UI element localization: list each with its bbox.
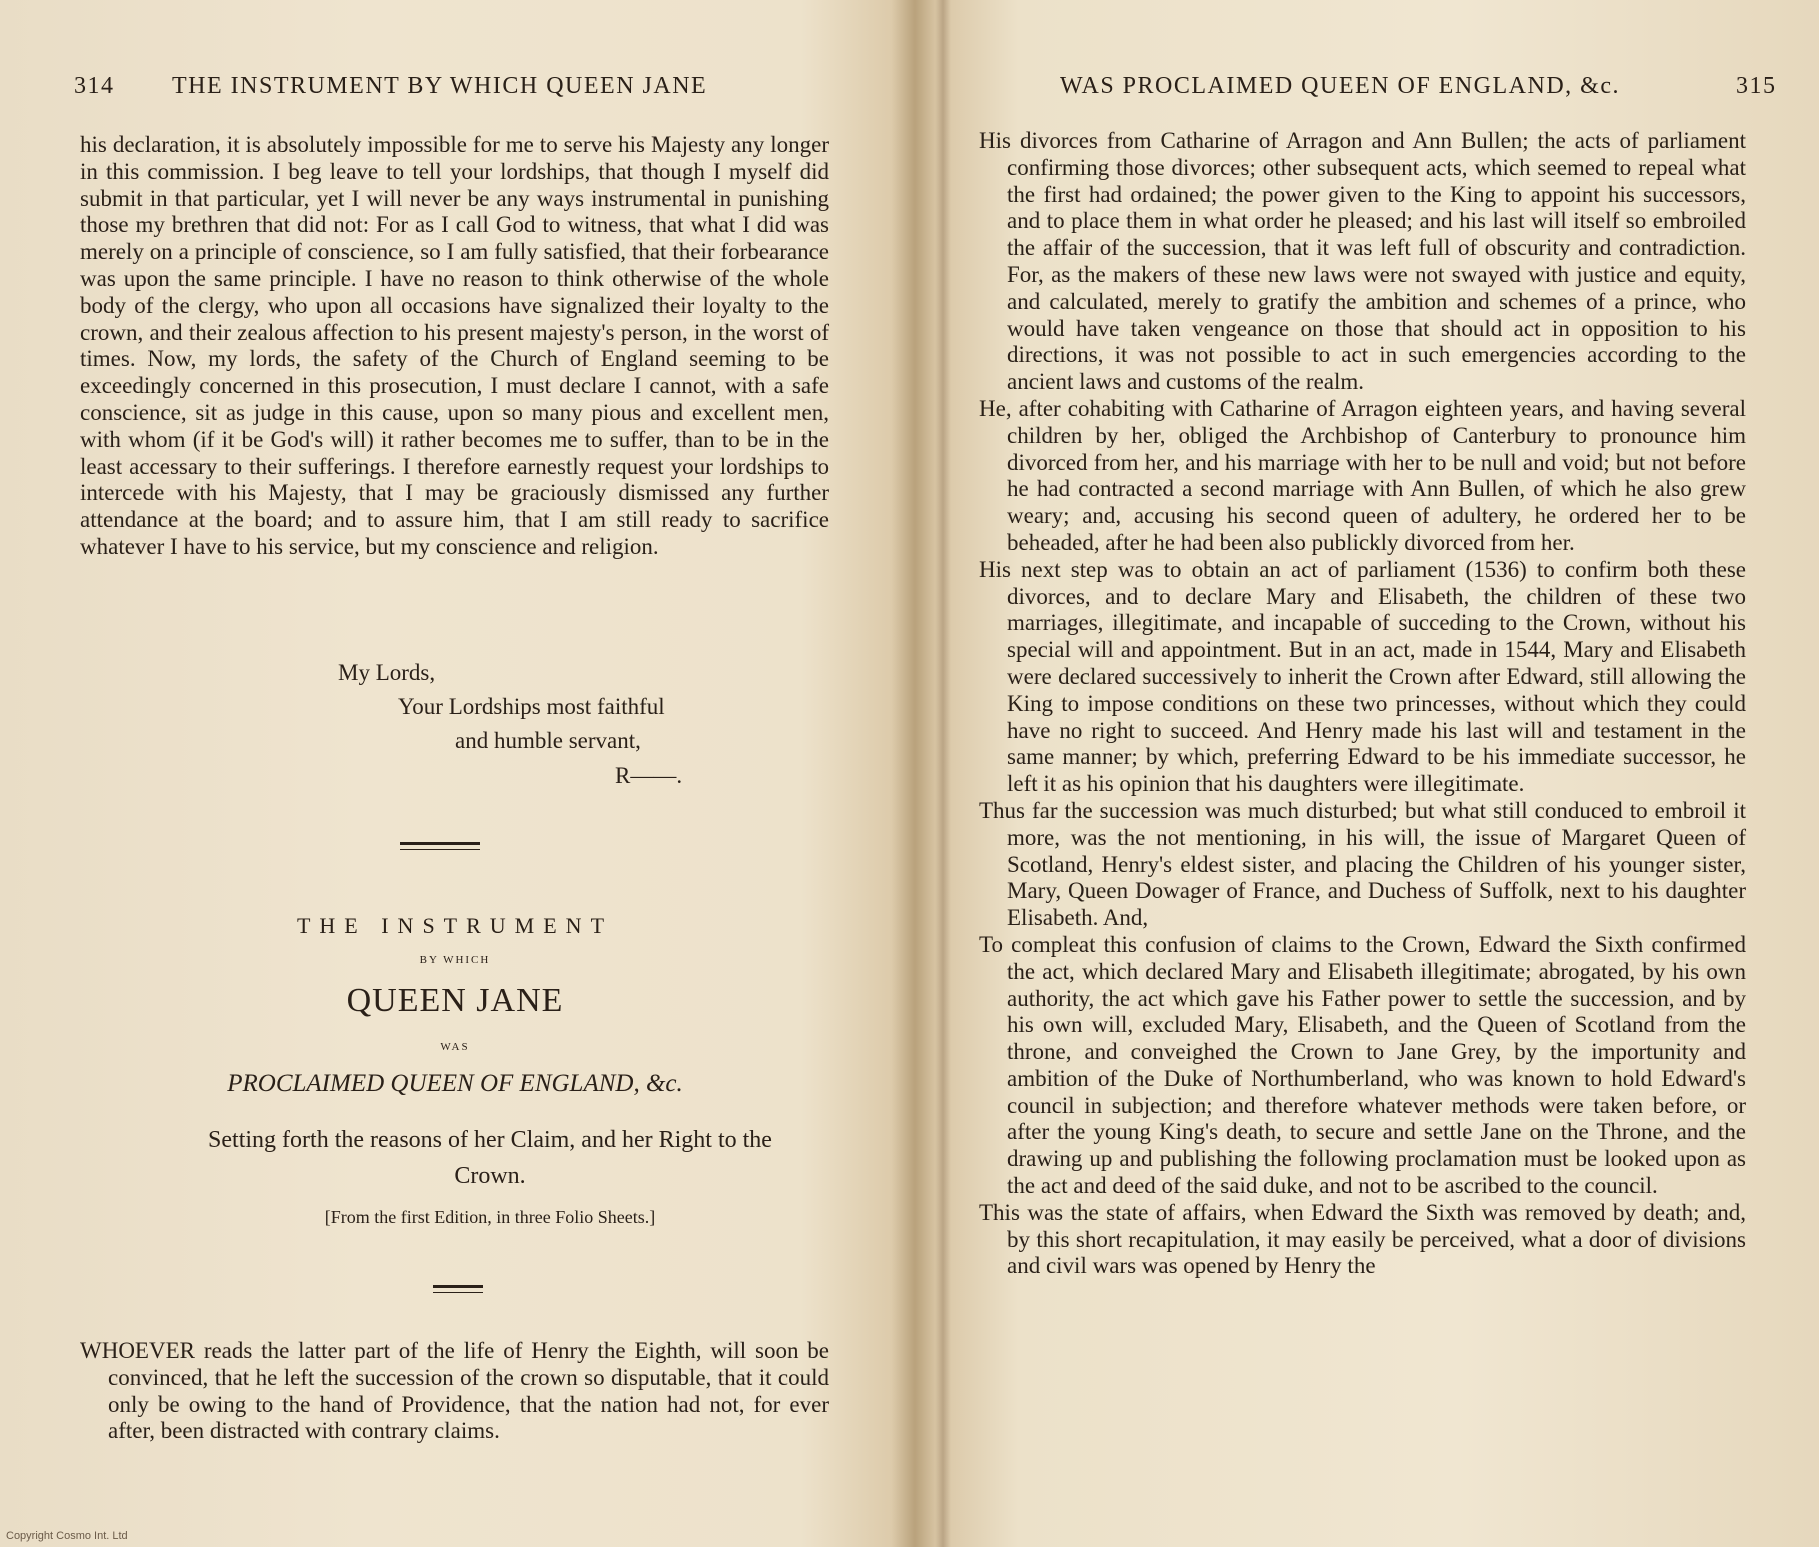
letter-paragraph: his declaration, it is absolutely impossible for me to serve his Majesty any longer in this commission. I beg leave to tell your lordships, that though I myself did submit in that particular, yet I will never be any ways instrumental in punishing those my brethren that did not: For as I call God to witness, that what I did was merely on a principle of conscience, so I am fully satisfied, that their forbearance was upon the same principle. I have no reason to think otherwise of the whole body of the clergy, who upon all occasions have signalized their loyalty to the crown, and their zealous affection to his present majesty's person, in the worst of times. Now, my lords, the safety of the Church of England seeming to be exceedingly concerned in this prosecution, I must declare I cannot, with a safe conscience, sit as judge in this cause, upon so many pious and excellent men, with whom (if it be God's will) it rather becomes me to suffer, than to be in the least accessary to their sufferings. I therefore earnestly request your lordships to intercede with his Majesty, that I may be graciously dismissed any further attendance at the board; and to assure him, that I am still ready to sacrifice whatever I have to his service, but my conscience and religion. bbox=[80, 132, 829, 559]
right-page-body bbox=[979, 128, 1746, 1280]
paragraph: His next step was to obtain an act of parliament (1536) to confirm both these divorces, and to declare Mary and Elisabeth, the children of these two marriages, illegitimate, and incapable of succeding to the Crown, without his special will and appointment. But in an act, made in 1544, Mary and Elisabeth were declared successively to inherit the Crown after Edward, still allowing the King to impose conditions on these two princesses, without which they could have no right to succeed. And Henry made his last will and testament in the same manner; by which, preferring Edward to be his immediate successor, he left it as his opinion that his daughters were illegitimate. bbox=[979, 556, 1746, 797]
paragraph: To compleat this confusion of claims to the Crown, Edward the Sixth confirmed the act, which declared Mary and Elisabeth illegitimate; abrogated, by his own authority, the act which gave his Father power to settle the succession, and by his own will, excluded Mary, Elisabeth, and the Queen of Scotland from the throne, and conveighed the Crown to Jane Grey, by the importunity and ambition of the Duke of Northumberland, who was known to hold Edward's council in subjection; and therefore whatever methods were taken before, or after the young King's death, to secure and settle Jane on the Throne, and the drawing up and publishing the following proclamation must be looked upon as the act and deed of the said duke, and not to be ascribed to the council. bbox=[979, 931, 1746, 1199]
title-was: WAS bbox=[440, 1041, 470, 1053]
opening-paragraph bbox=[80, 1338, 829, 1445]
right-page-number: 315 bbox=[1736, 73, 1777, 99]
left-page-number: 314 bbox=[74, 73, 115, 99]
paragraph: His divorces from Catharine of Arragon and Ann Bullen; the acts of parliament confirming those divorces; other subsequent acts, which seemed to repeal what the first had ordained; the power given to the King to appoint his successors, and to place them in what order he pleased; and his last will itself so embroiled the affair of the succession, that it was left full of obscurity and contradiction. For, as the makers of these new laws were not swayed with justice and equity, and calculated, merely to gratify the ambition and schemes of a prince, who would have taken vengeance on those that should act in opposition to his directions, it was not possible to act in such emergencies according to the ancient laws and customs of the realm. bbox=[979, 128, 1746, 395]
title-queen-jane: QUEEN JANE bbox=[346, 982, 564, 1019]
letter-closing-line: Your Lordships most faithful bbox=[398, 694, 665, 719]
copyright-notice: Copyright Cosmo Int. Ltd bbox=[6, 1530, 128, 1542]
edition-note: [From the first Edition, in three Folio Sheets.] bbox=[324, 1207, 656, 1227]
title-by-which: BY WHICH bbox=[419, 954, 491, 966]
title-proclaimed: PROCLAIMED QUEEN OF ENGLAND, &c. bbox=[227, 1070, 683, 1097]
section-divider bbox=[400, 842, 480, 850]
title-instrument: THE INSTRUMENT bbox=[296, 913, 614, 938]
right-page bbox=[955, 0, 1819, 1547]
paragraph: This was the state of affairs, when Edward the Sixth was removed by death; and, by this short recapitulation, it may easily be perceived, what a door of divisions and civil wars was opened by Henry the bbox=[979, 1199, 1746, 1279]
right-running-header: WAS PROCLAIMED QUEEN OF ENGLAND, &c. bbox=[1060, 73, 1620, 99]
title-subtitle: Setting forth the reasons of her Claim, and her Right to the Crown. bbox=[208, 1127, 772, 1189]
section-divider bbox=[433, 1285, 483, 1293]
book-gutter bbox=[935, 0, 951, 1547]
paragraph: WHOEVER reads the latter part of the life of Henry the Eighth, will soon be convinced, that he left the succession of the crown so disputable, that it could only be owing to the hand of Providence, that the nation had not, for ever after, been distracted with contrary claims. bbox=[80, 1338, 829, 1444]
letter-signature: R——. bbox=[615, 763, 683, 788]
letter-closing-line: and humble servant, bbox=[455, 728, 641, 753]
letter-salutation: My Lords, bbox=[338, 660, 436, 685]
paragraph: Thus far the succession was much disturbed; but what still conduced to embroil it more, was the not mentioning, in his will, the issue of Margaret Queen of Scotland, Henry's eldest sister, and placing the Children of his younger sister, Mary, Queen Dowager of France, and Duchess of Suffolk, next to his daughter Elisabeth. And, bbox=[979, 797, 1746, 931]
left-running-header: THE INSTRUMENT BY WHICH QUEEN JANE bbox=[172, 73, 708, 99]
paragraph: He, after cohabiting with Catharine of Arragon eighteen years, and having several children by her, obliged the Archbishop of Canterbury to pronounce him divorced from her, and his marriage with her to be null and void; but not before he had contracted a second marriage with Ann Bullen, of which he also grew weary; and, accusing his second queen of adultery, he ordered her to be beheaded, after he had been also publickly divorced from her. bbox=[979, 395, 1746, 555]
